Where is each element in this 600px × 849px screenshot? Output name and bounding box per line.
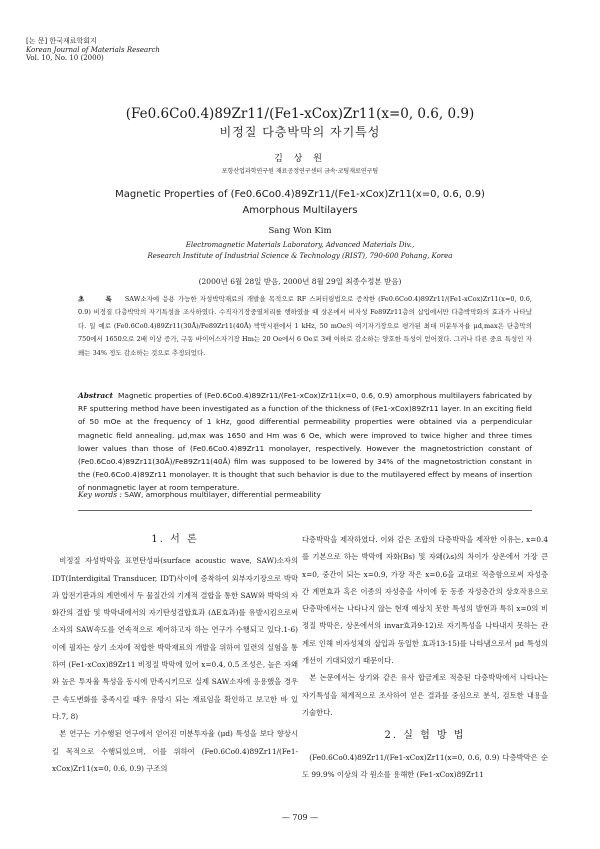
title-en: Amorphous Multilayers: [242, 205, 358, 216]
journal-name-en: Korean Journal of Materials Research: [26, 45, 160, 54]
section-title-introduction: 1. 서 론: [151, 534, 199, 545]
keywords: [78, 490, 532, 499]
received-dates: (2000년 6월 28일 받음, 2000년 8월 29일 최종수정본 받음): [198, 277, 402, 286]
affiliation-kr: 포항산업과학연구원 재료공정연구센터 금속·코팅재료연구팀: [221, 168, 379, 175]
page-number: — 709 —: [281, 813, 319, 822]
title-kr-formula: (Fe0.6Co0.4)89Zr11/(Fe1-xCox)Zr11(x=0, 0.6, 0.9): [125, 106, 475, 122]
title-kr: 비정질 다층박막의 자기특성: [219, 125, 381, 139]
abstract-kr-text: SAW소자에 응용 가능한 자성박막재료의 개발을 목적으로 RF 스퍼터링법으로 증착한 (Fe0.6Co0.4)89Zr11/(Fe1-xCox)Zr11(x=0, 0.6, 0.9) 비정질 다층박막의 자기특성을 조사하였다. 수직자기장중열처리를 행하였을 때 상온에서 비자성 Fe89Zr11층의 삽입에서만 다층박막화의 효과가 나타났다. 일 예로 (Fe0.6Co0.4)89Zr11(30Å)/Fe89Zr11(40Å) 박막시편에서 1 kHz, 50 mOe의 여기자기장으로 평가된 최대 미분투자율 μd,max은 단층막의 750에서 1650으로 2배 이상 증가, 구동 바이어스자기장 Hm는 20 Oe에서 6 Oe로 3배 이하로 감소하는 양호한 특성이 얻어졌다. 그러나 다른 중요 특성인 자왜는 34% 정도 감소하는 것으로 추정되었다.: [78, 295, 532, 357]
affiliation-en-institute: Research Institute of Industrial Science & Technology (RIST), 790-600 Pohang, Korea: [147, 252, 453, 260]
title-en-formula: Magnetic Properties of (Fe0.6Co0.4)89Zr11/(Fe1-xCox)Zr11(x=0, 0.6, 0.9): [115, 189, 485, 200]
journal-volume: Vol. 10, No. 10 (2000): [26, 54, 104, 62]
paragraph: 다층박막을 제작하였다. 이와 같은 조합의 다층박막을 제작한 이유는, x=0.4를 기본으로 하는 박막에 자화(Bs) 및 자왜(λs)의 차이가 상온에서 가장 큰 x=0, 중간이 되는 x=0.9, 가장 작은 x=0.6을 교대로 적층함으로써 자성층간 계면효과 혹은 이종의 자성층을 사이에 둔 동종 자성층간의 상호작용으로 단층막에서는 나타나지 않는 현재 예상치 못한 특성의 발현과 특히 x=0의 비정질 박막은, 상온에서의 invar효과9-12)로 자기특성을 나타내지 못하는 관계로 인해 비자성체의 삽입과 동일한 효과13-15)를 나타냄으로서 μd 특성의 개선이 기대되었기 때문이다.: [302, 535, 548, 666]
paragraph: 본 논문에서는 상기와 같은 유사 합금계로 적층된 다층박막에서 나타나는 자기특성을 체계적으로 조사하여 얻은 결과를 중심으로 분석, 검토한 내용을 기술한다.: [302, 673, 548, 717]
abstract-en-label: Abstract: [78, 391, 114, 400]
body-column-left: [52, 531, 298, 777]
divider: [78, 510, 532, 511]
author-en: Sang Won Kim: [268, 226, 332, 236]
abstract-kr-label: 초 록: [78, 295, 121, 303]
paragraph: (Fe0.6Co0.4)89Zr11/(Fe1-xCox)Zr11(x=0, 0.6, 0.9) 다층박막은 순도 99.9% 이상의 각 원소를 용해한 (Fe1-xCox)89Zr11: [302, 752, 548, 779]
keywords-text: SAW, amorphous multilayer, differential permeability: [124, 490, 321, 499]
paragraph: 비정질 자성박막을 표면탄성파(surface acoustic wave, SAW)소자의 IDT(Interdigital Transducer, IDT)사이에 증착하여 외부자기장으로 박막과 압전기판과의 계면에서 두 물질간의 기계적 결합을 통한 SAW와 박막의 자화간의 결합 및 박막내에서의 자기탄성결합효과 (ΔE효과)를 유발시킴으로써 소자의 SAW속도를 연속적으로 제어하고자 하는 연구가 수행되고 있다.1-6) 이에 필자는 상기 소자에 적합한 박막재료의 개발을 위하여 일련의 실험을 통하여 (Fe1-xCox)89Zr11 비정질 박막에 있어 x=0.4, 0.5 조성은, 높은 자왜와 높은 투자율 특성을 동시에 만족시키므로 실제 SAW소자에 응용했을 경우 큰 속도변화를 충족시킬 때우 유망시 되는 재료임을 확인하고 보고한 바 있다.7, 8): [52, 556, 298, 721]
abstract-en-text: Magnetic properties of (Fe0.6Co0.4)89Zr11/(Fe1-xCox)Zr11(x=0, 0.6, 0.9) amorphous multilayers fabricated by RF sputtering method have been investigated as a function of the thickness of (Fe1-xCox)89Zr11 layer. In an exciting field of 50 mOe at the frequency of 1 kHz, good differential permeability properties were obtained via a perpendicular magnetic field annealing. μd,max was 1650 and Hm was 6 Oe, which were improved to twice higher and three times lower values than those of (Fe0.6Co0.4)89Zr11 monolayer, respectively. However the magnetostriction constant of (Fe0.6Co0.4)89Zr11(30Å)/Fe89Zr11(40Å) film was supposed to be lowered by 34% of the magnetostriction constant in the (Fe0.6Co0.4)89Zr11 monolayer. It is thought that such behavior is due to the mutilayered effect by means of insertion of nonmagnetic layer at room temperature.: [78, 391, 532, 493]
abstract-en: [78, 389, 532, 495]
journal-header: [26, 37, 160, 63]
journal-name-kr: [논 문] 한국재료학회지: [26, 37, 97, 45]
keywords-label: Key words :: [78, 490, 122, 499]
section-title-methods: 2. 실 험 방 법: [384, 730, 466, 742]
affiliation-en: [0, 240, 600, 262]
paragraph: 본 연구는 기수행된 연구에서 얻어진 미분투자율 (μd) 특성을 보다 향상시킬 목적으로 수행되었으며, 이를 위하여 (Fe0.6Co0.4)89Zr11/(Fe1-xCox)Zr11(x=0, 0.6, 0.9) 구조의: [52, 729, 298, 773]
author-kr: 김 상 원: [274, 154, 326, 164]
body-column-right: [302, 531, 548, 783]
abstract-kr: [78, 293, 532, 360]
affiliation-en-lab: Electromagnetic Materials Laboratory, Advanced Materials Div.,: [185, 241, 415, 249]
